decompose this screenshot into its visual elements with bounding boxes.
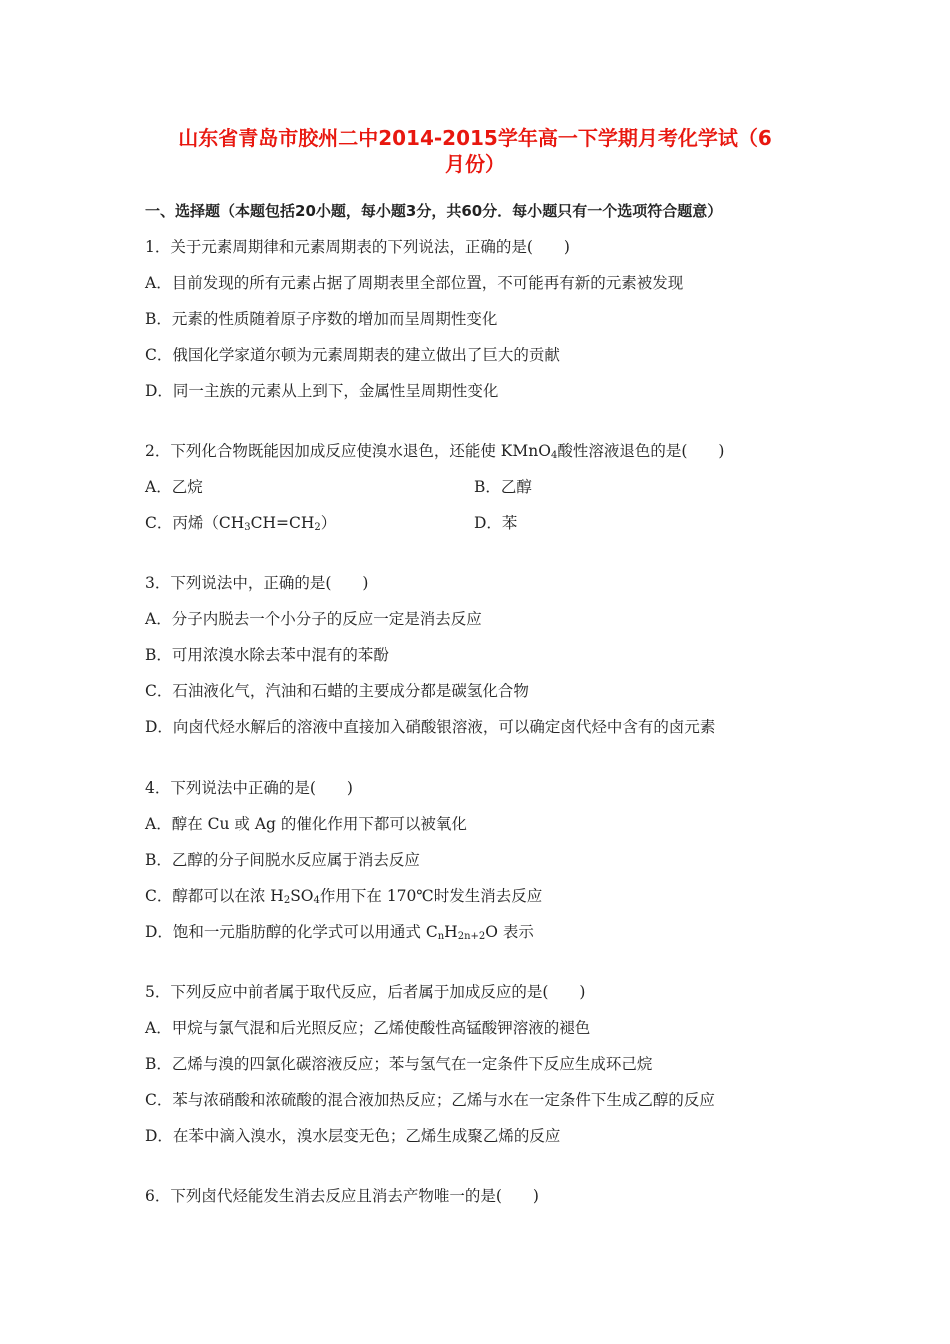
question-3-option-d: D．向卤代烃水解后的溶液中直接加入硝酸银溶液，可以确定卤代烃中含有的卤元素 <box>145 718 716 736</box>
question-1-option-c: C．俄国化学家道尔顿为元素周期表的建立做出了巨大的贡献 <box>145 346 560 364</box>
question-2-stem-text-end: 酸性溶液退色的是( ) <box>557 442 725 460</box>
question-4-option-d <box>145 921 534 943</box>
question-5-option-d: D．在苯中滴入溴水，溴水层变无色；乙烯生成聚乙烯的反应 <box>145 1127 561 1145</box>
question-2-option-c-formula: CH=CH <box>250 514 315 532</box>
question-4-option-d-formula: H <box>444 923 458 941</box>
question-2-option-a: A．乙烷 <box>145 478 203 496</box>
subscript: 2n+2 <box>457 931 486 942</box>
question-5-option-b: B．乙烯与溴的四氯化碳溶液反应；苯与氢气在一定条件下反应生成环己烷 <box>145 1055 653 1073</box>
question-2-option-c-close: ） <box>320 514 337 532</box>
subscript: 2 <box>314 522 321 533</box>
question-3-option-c: C．石油液化气，汽油和石蜡的主要成分都是碳氢化合物 <box>145 682 529 700</box>
document-title-line-1: 山东省青岛市胶州二中2014-2015学年高一下学期月考化学试（6 <box>178 126 772 150</box>
question-4-option-c-end: 作用下在 170℃时发生消去反应 <box>319 887 543 905</box>
question-2-option-c-text: C．丙烯（CH <box>145 514 245 532</box>
question-4-option-c-text: C．醇都可以在浓 H <box>145 887 284 905</box>
question-2-stem <box>145 440 724 462</box>
subscript: 4 <box>313 895 320 906</box>
question-3-option-b: B．可用浓溴水除去苯中混有的苯酚 <box>145 646 389 664</box>
document-title-line-2: 月份） <box>445 152 505 176</box>
question-4-option-c <box>145 885 542 907</box>
subscript: 2 <box>283 895 291 906</box>
subscript: 3 <box>244 522 251 533</box>
question-6-stem: 6．下列卤代烃能发生消去反应且消去产物唯一的是( ) <box>145 1187 539 1205</box>
question-4-option-d-text: D．饱和一元脂肪醇的化学式可以用通式 C <box>145 923 438 941</box>
question-5-option-a: A．甲烷与氯气混和后光照反应；乙烯使酸性高锰酸钾溶液的褪色 <box>145 1019 591 1037</box>
question-1-option-a: A．目前发现的所有元素占据了周期表里全部位置，不可能再有新的元素被发现 <box>145 274 684 292</box>
question-4-option-d-end: O 表示 <box>485 923 534 941</box>
subscript: n <box>437 931 445 942</box>
question-4-option-c-formula: SO <box>290 887 314 905</box>
question-3-stem: 3．下列说法中，正确的是( ) <box>145 574 369 592</box>
question-2-option-c <box>145 512 336 534</box>
question-1-option-b: B．元素的性质随着原子序数的增加而呈周期性变化 <box>145 310 498 328</box>
question-2-stem-text: 2．下列化合物既能因加成反应使溴水退色，还能使 KMnO <box>145 442 551 460</box>
question-5-option-c: C．苯与浓硝酸和浓硫酸的混合液加热反应；乙烯与水在一定条件下生成乙醇的反应 <box>145 1091 715 1109</box>
question-2-option-b: B．乙醇 <box>474 478 532 496</box>
section-heading: 一、选择题（本题包括20小题，每小题3分，共60分．每小题只有一个选项符合题意） <box>145 202 723 220</box>
question-4-option-b: B．乙醇的分子间脱水反应属于消去反应 <box>145 851 420 869</box>
question-4-option-a: A．醇在 Cu 或 Ag 的催化作用下都可以被氧化 <box>145 815 467 833</box>
subscript: 4 <box>550 450 558 461</box>
question-4-stem: 4．下列说法中正确的是( ) <box>145 779 353 797</box>
question-3-option-a: A．分子内脱去一个小分子的反应一定是消去反应 <box>145 610 482 628</box>
question-1-stem: 1．关于元素周期律和元素周期表的下列说法，正确的是( ) <box>145 238 570 256</box>
question-1-option-d: D．同一主族的元素从上到下，金属性呈周期性变化 <box>145 382 499 400</box>
question-5-stem: 5．下列反应中前者属于取代反应，后者属于加成反应的是( ) <box>145 983 586 1001</box>
question-2-option-d: D．苯 <box>474 514 518 532</box>
